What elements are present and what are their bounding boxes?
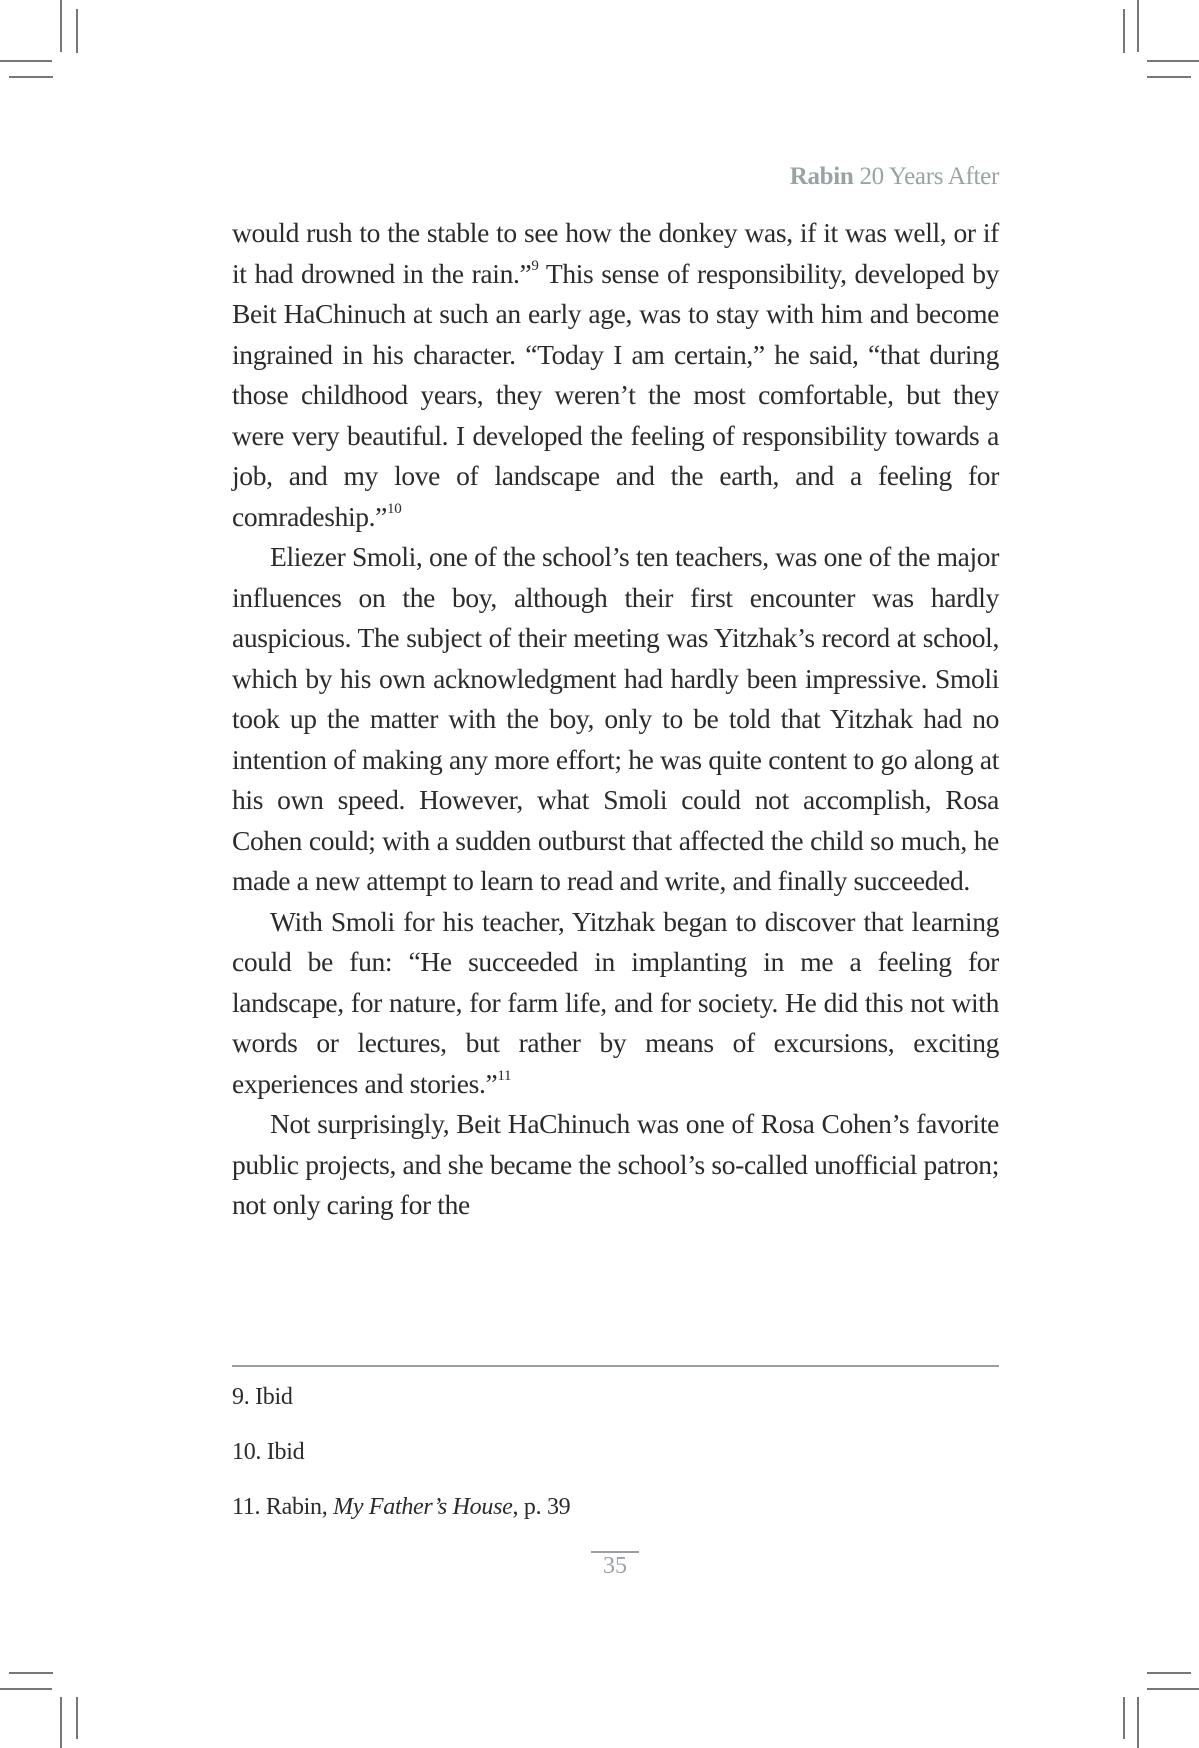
- page-number: 35: [603, 1553, 627, 1579]
- crop-mark-bottom-right-h1: [1147, 1688, 1199, 1690]
- footnote-number: 11.: [232, 1494, 261, 1520]
- crop-mark-top-right-v1: [1137, 0, 1139, 52]
- crop-mark-bottom-right-v2: [1123, 1697, 1125, 1739]
- paragraph-2: [232, 537, 999, 902]
- footnote-10: [232, 1435, 570, 1490]
- footnotes: [232, 1380, 570, 1545]
- crop-mark-bottom-right-h2: [1147, 1672, 1191, 1674]
- crop-mark-top-right-h2: [1147, 76, 1191, 78]
- body-text: [232, 213, 999, 1226]
- footnote-ref-10[interactable]: 10: [387, 501, 402, 518]
- paragraph-text: Eliezer Smoli, one of the school’s ten teachers, was one of the major influences on the boy, although their first encounter was hardly auspicious. The subject of their meeting was Yitzhak’s record at school, which by his own acknowledgment had hardly been impressive. Smoli took up the matter with the boy, only to be told that Yitzhak had no intention of making any more effort; he was quite content to go along at his own speed. However, what Smoli could not accomplish, Rosa Cohen could; with a sudden outburst that affected the child so much, he made a new attempt to learn to read and write, and finally succeeded.: [232, 541, 999, 896]
- paragraph-3: [232, 902, 999, 1105]
- crop-mark-top-right-h1: [1147, 60, 1199, 62]
- paragraph-1: [232, 213, 999, 537]
- footnote-ref-11[interactable]: 11: [497, 1068, 512, 1085]
- footnote-ref-9[interactable]: 9: [531, 258, 539, 275]
- running-header-title: Rabin: [789, 163, 854, 190]
- running-header-subtitle: 20 Years After: [853, 163, 999, 190]
- footnote-text-after: , p. 39: [512, 1494, 571, 1520]
- footnote-text: Rabin,: [260, 1494, 334, 1520]
- crop-mark-top-left-v2: [76, 9, 78, 53]
- running-header: [790, 163, 999, 191]
- paragraph-text: would rush to the stable to see how the donkey was, if it was well, or if it had drowned in the rain.”: [232, 217, 999, 289]
- footnote-11: [232, 1490, 570, 1545]
- crop-mark-bottom-left-v1: [60, 1697, 62, 1748]
- crop-mark-bottom-right-v1: [1137, 1697, 1139, 1748]
- paragraph-text: Not surprisingly, Beit HaChinuch was one of Rosa Cohen’s favorite public projects, and she became the school’s so-called unofficial patron; not only caring for the: [232, 1108, 999, 1220]
- footnote-number: 9.: [232, 1384, 250, 1410]
- footnote-text: Ibid: [261, 1439, 305, 1465]
- footnote-book-title: My Father’s House: [333, 1494, 513, 1520]
- footnote-divider: [232, 1365, 999, 1367]
- footnote-9: [232, 1380, 570, 1435]
- crop-mark-top-left-h2: [9, 76, 53, 78]
- footnote-text: Ibid: [249, 1384, 293, 1410]
- crop-mark-bottom-left-v2: [76, 1697, 78, 1739]
- crop-mark-top-right-v2: [1123, 9, 1125, 53]
- paragraph-text: With Smoli for his teacher, Yitzhak began to discover that learning could be fun: “He succeeded in implanting in me a feeling for landscape, for nature, for farm life, and for society. He did this not with words or lectures, but rather by means of excursions, exciting experiences and stories.”: [232, 905, 999, 1099]
- paragraph-4: [232, 1104, 999, 1226]
- footnote-number: 10.: [232, 1439, 262, 1465]
- paragraph-text: This sense of responsibility, developed by Beit HaChinuch at such an early age, was to stay with him and become ingrained in his character. “Today I am certain,” he said, “that during those childhood years, they weren’t the most comfortable, but they were very beautiful. I developed the feeling of responsibility towards a job, and my love of landscape and the earth, and a feeling for comradeship.”: [232, 257, 999, 532]
- crop-mark-top-left-h1: [0, 60, 52, 62]
- crop-mark-bottom-left-h1: [0, 1688, 52, 1690]
- crop-mark-top-left-v1: [60, 0, 62, 52]
- crop-mark-bottom-left-h2: [9, 1672, 53, 1674]
